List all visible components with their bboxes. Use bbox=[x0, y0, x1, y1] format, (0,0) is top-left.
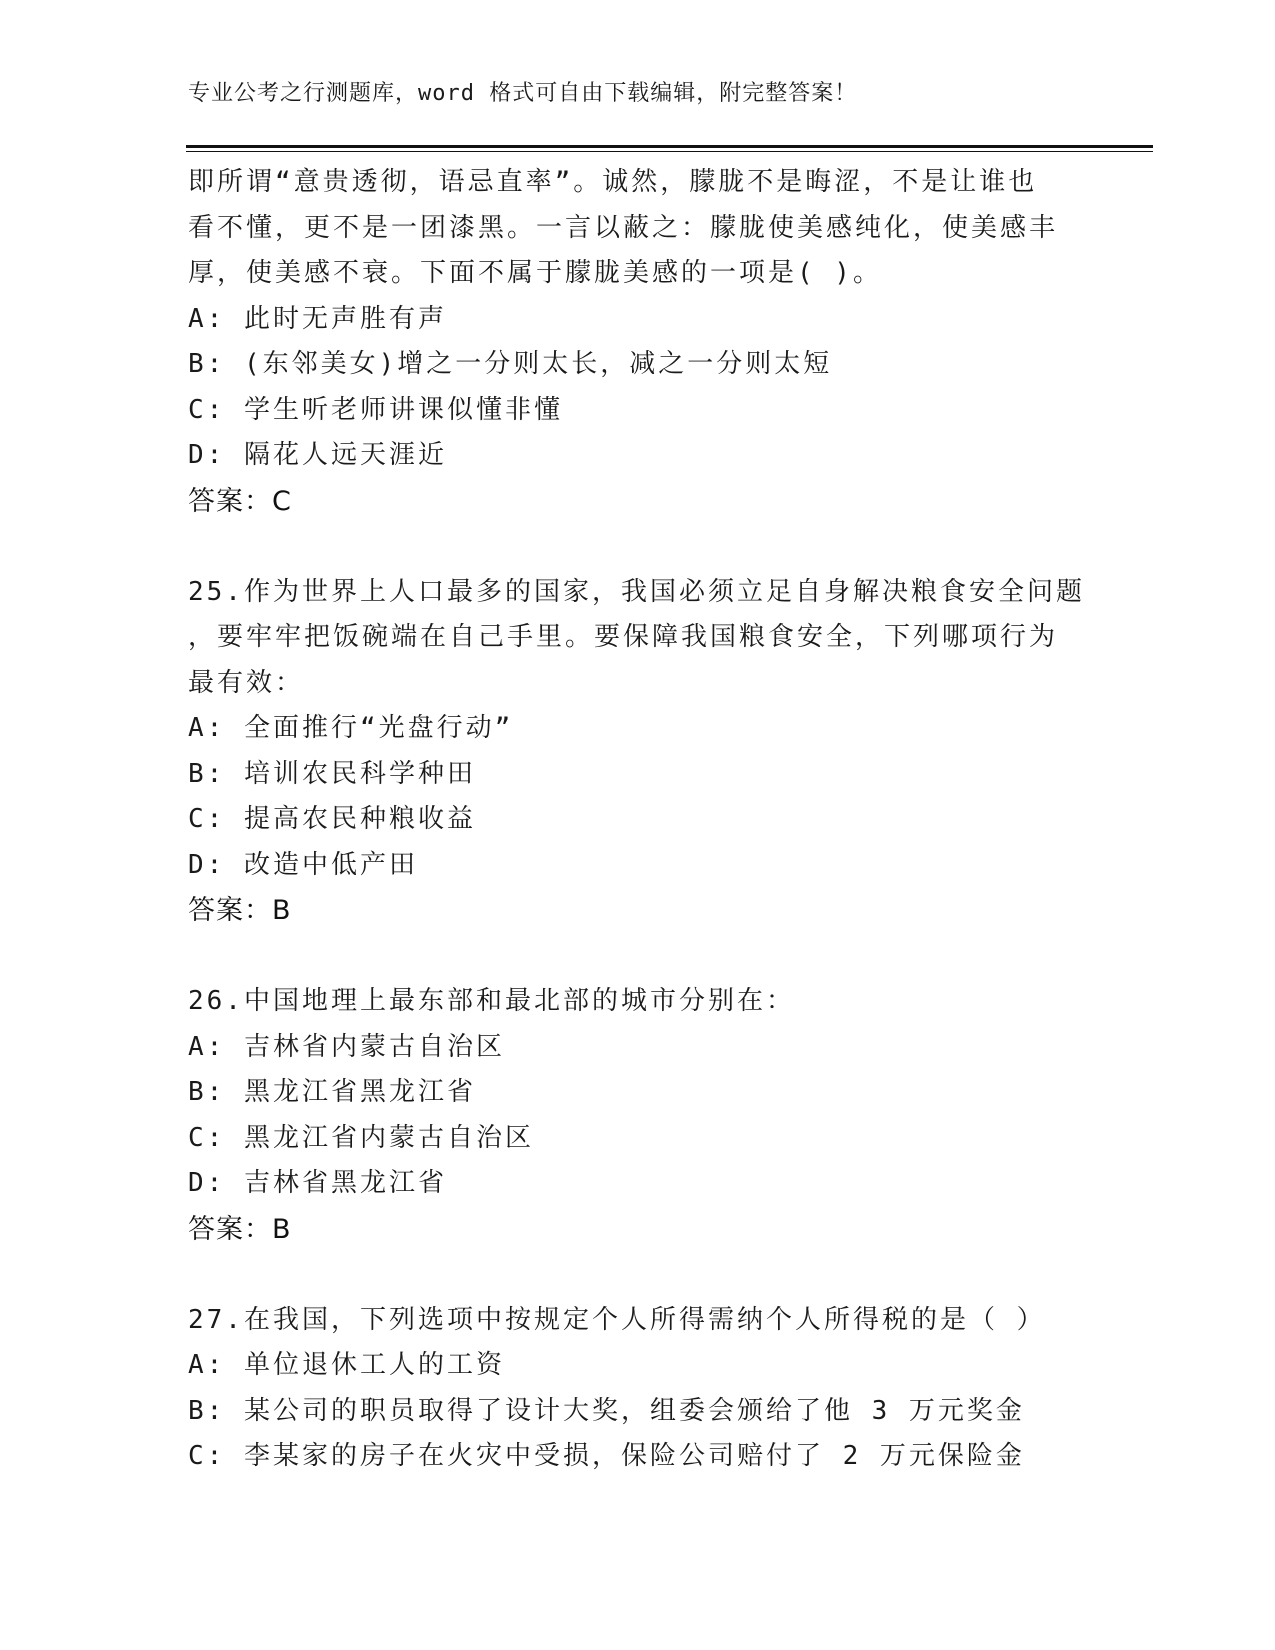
answer-label: 答案：B bbox=[188, 895, 292, 926]
spacer bbox=[188, 1252, 1148, 1298]
option-b: B: (东邻美女)增之一分则太长，减之一分则太短 bbox=[188, 349, 833, 379]
option-a: A: 此时无声胜有声 bbox=[188, 303, 447, 334]
option-d: D: 改造中低产田 bbox=[188, 849, 418, 880]
question-stem-line: 25.作为世界上人口最多的国家，我国必须立足自身解决粮食安全问题 bbox=[188, 576, 1085, 607]
question-stem-line: 厚，使美感不衰。下面不属于朦胧美感的一项是( )。 bbox=[188, 258, 882, 288]
answer-label: 答案：C bbox=[188, 485, 292, 517]
question-stem-line: 最有效： bbox=[188, 667, 305, 698]
option-b: B: 黑龙江省黑龙江省 bbox=[188, 1077, 476, 1107]
option-d: D: 隔花人远天涯近 bbox=[188, 440, 447, 470]
header-rule-thin bbox=[186, 151, 1153, 152]
questions-content bbox=[188, 160, 1148, 1480]
question-stem-line: ，要牢牢把饭碗端在自己手里。要保障我国粮食安全，下列哪项行为 bbox=[188, 622, 1059, 652]
option-c: C: 黑龙江省内蒙古自治区 bbox=[188, 1122, 534, 1153]
question-24 bbox=[188, 160, 1148, 524]
option-a: A: 全面推行“光盘行动” bbox=[188, 713, 514, 743]
question-stem-line: 27.在我国，下列选项中按规定个人所得需纳个人所得税的是（ ） bbox=[188, 1304, 1046, 1335]
option-c: C: 学生听老师讲课似懂非懂 bbox=[188, 394, 563, 425]
question-stem-line: 26.中国地理上最东部和最北部的城市分别在： bbox=[188, 986, 795, 1016]
header-rule-thick bbox=[186, 145, 1153, 148]
option-b: B: 某公司的职员取得了设计大奖，组委会颁给了他 3 万元奖金 bbox=[188, 1395, 1025, 1426]
question-stem-line: 即所谓“意贵透彻，语忌直率”。诚然，朦胧不是晦涩，不是让谁也 bbox=[188, 167, 1038, 197]
question-27 bbox=[188, 1298, 1148, 1480]
option-b: B: 培训农民科学种田 bbox=[188, 758, 476, 789]
question-25 bbox=[188, 570, 1148, 934]
option-c: C: 李某家的房子在火灾中受损，保险公司赔付了 2 万元保险金 bbox=[188, 1441, 1025, 1471]
page-header: 专业公考之行测题库，word 格式可自由下载编辑，附完整答案！ bbox=[188, 81, 858, 106]
option-d: D: 吉林省黑龙江省 bbox=[188, 1168, 447, 1198]
spacer bbox=[188, 934, 1148, 980]
option-a: A: 吉林省内蒙古自治区 bbox=[188, 1031, 505, 1062]
question-26 bbox=[188, 979, 1148, 1252]
answer-label: 答案：B bbox=[188, 1213, 292, 1245]
option-a: A: 单位退休工人的工资 bbox=[188, 1350, 505, 1380]
spacer bbox=[188, 524, 1148, 570]
question-stem-line: 看不懂，更不是一团漆黑。一言以蔽之：朦胧使美感纯化，使美感丰 bbox=[188, 212, 1059, 243]
option-c: C: 提高农民种粮收益 bbox=[188, 804, 476, 834]
